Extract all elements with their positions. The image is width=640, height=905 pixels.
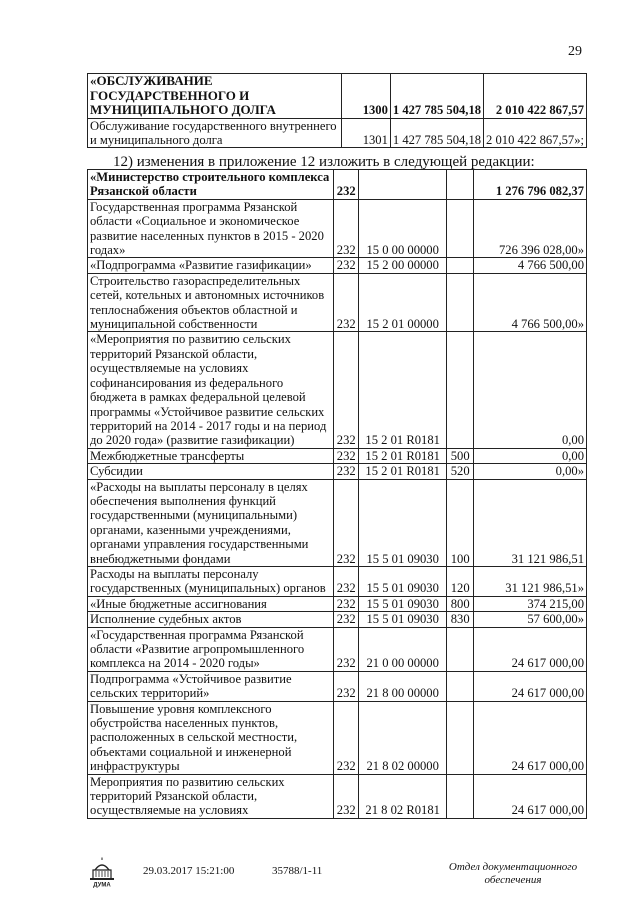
- row-name: «ОБСЛУЖИВАНИЕ ГОСУДАРСТВЕННОГО И МУНИЦИПАЛЬНОГО ДОЛГА: [88, 74, 342, 119]
- row-sum: 0,00: [474, 448, 587, 463]
- row-vr-code: 800: [447, 596, 474, 611]
- table-row: [88, 332, 587, 448]
- row-code: 1300: [341, 74, 390, 119]
- row-sum: 24 617 000,00: [474, 701, 587, 774]
- row-vr-code: [447, 273, 474, 332]
- page-number: 29: [568, 44, 582, 59]
- row-amount-1: 1 427 785 504,18: [390, 74, 483, 119]
- row-sum: 726 396 028,00»: [474, 199, 587, 258]
- row-sum: 31 121 986,51»: [474, 566, 587, 596]
- row-csr-code: 21 0 00 00000: [359, 627, 447, 671]
- duma-logo-icon: [86, 856, 118, 888]
- table-row: [88, 566, 587, 596]
- amendment-statement: 12) изменения в приложение 12 изложить в следующей редакции:: [113, 154, 535, 170]
- row-name: Строительство газораспределительных сетей, котельных и автономных источников теплоснабжения объектов областной и муниципальной собственности: [88, 273, 334, 332]
- row-vr-code: [447, 199, 474, 258]
- row-vr-code: 120: [447, 566, 474, 596]
- row-gr-code: 232: [334, 170, 359, 200]
- row-vr-code: 830: [447, 612, 474, 627]
- table-row: [88, 479, 587, 566]
- row-gr-code: 232: [334, 479, 359, 566]
- row-csr-code: 15 2 01 00000: [359, 273, 447, 332]
- row-csr-code: 15 2 01 R0181: [359, 448, 447, 463]
- row-amount-2: 2 010 422 867,57»;: [484, 118, 587, 148]
- row-csr-code: [359, 170, 447, 200]
- row-gr-code: 232: [334, 566, 359, 596]
- footer-doc-number: 35788/1-11: [272, 865, 323, 877]
- row-vr-code: 100: [447, 479, 474, 566]
- row-name: Межбюджетные трансферты: [88, 448, 334, 463]
- footer-datetime: 29.03.2017 15:21:00: [143, 865, 235, 877]
- row-vr-code: 500: [447, 448, 474, 463]
- row-sum: 4 766 500,00: [474, 258, 587, 273]
- row-gr-code: 232: [334, 671, 359, 701]
- table-row: [88, 258, 587, 273]
- row-amount-1: 1 427 785 504,18: [390, 118, 483, 148]
- footer-dept-line2: обеспечения: [484, 874, 542, 886]
- row-sum: 4 766 500,00»: [474, 273, 587, 332]
- row-csr-code: 15 5 01 09030: [359, 479, 447, 566]
- row-gr-code: 232: [334, 774, 359, 818]
- row-csr-code: 15 2 00 00000: [359, 258, 447, 273]
- row-name: Подпрограмма «Устойчивое развитие сельских территорий»: [88, 671, 334, 701]
- row-sum: 0,00: [474, 332, 587, 448]
- appendix-12-rows: [88, 170, 587, 819]
- row-gr-code: 232: [334, 701, 359, 774]
- table-row: [88, 774, 587, 818]
- table-row: [88, 170, 587, 200]
- table-row: [88, 74, 587, 119]
- table-row: [88, 612, 587, 627]
- row-name: Обслуживание государственного внутреннего и муниципального долга: [88, 118, 342, 148]
- row-sum: 24 617 000,00: [474, 774, 587, 818]
- row-sum: 31 121 986,51: [474, 479, 587, 566]
- row-name: «Расходы на выплаты персоналу в целях обеспечения выполнения функций государственными (муниципальными) органами, казенными учреждениями, органами управления государственными внебюджетными фондами: [88, 479, 334, 566]
- row-vr-code: [447, 774, 474, 818]
- row-gr-code: 232: [334, 596, 359, 611]
- row-vr-code: 520: [447, 464, 474, 479]
- row-csr-code: 21 8 00 00000: [359, 671, 447, 701]
- row-code: 1301: [341, 118, 390, 148]
- row-csr-code: 15 2 01 R0181: [359, 332, 447, 448]
- table-row: [88, 118, 587, 148]
- appendix-12-table: [87, 169, 587, 819]
- table-row: [88, 701, 587, 774]
- row-name: «Подпрограмма «Развитие газификации»: [88, 258, 334, 273]
- row-csr-code: 21 8 02 00000: [359, 701, 447, 774]
- table-row: [88, 199, 587, 258]
- table-row: [88, 448, 587, 463]
- row-gr-code: 232: [334, 464, 359, 479]
- row-sum: 374 215,00: [474, 596, 587, 611]
- row-gr-code: 232: [334, 448, 359, 463]
- table-row: [88, 464, 587, 479]
- row-csr-code: 15 5 01 09030: [359, 612, 447, 627]
- footer-department: [438, 861, 588, 887]
- row-vr-code: [447, 701, 474, 774]
- row-sum: 24 617 000,00: [474, 627, 587, 671]
- row-csr-code: 15 2 01 R0181: [359, 464, 447, 479]
- row-gr-code: 232: [334, 612, 359, 627]
- row-vr-code: [447, 671, 474, 701]
- row-name: Субсидии: [88, 464, 334, 479]
- row-sum: 57 600,00»: [474, 612, 587, 627]
- debt-service-table: [87, 73, 587, 148]
- row-name: Исполнение судебных актов: [88, 612, 334, 627]
- table-row: [88, 596, 587, 611]
- row-name: Расходы на выплаты персоналу государственных (муниципальных) органов: [88, 566, 334, 596]
- row-csr-code: 15 0 00 00000: [359, 199, 447, 258]
- row-name: «Мероприятия по развитию сельских территорий Рязанской области, осуществляемые на условиях софинансирования из федерального бюджета в рамках федеральной целевой программы «Устойчивое развитие сельских территорий на 2014 - 2017 годы и на период до 2020 года» (развитие газификации): [88, 332, 334, 448]
- row-name: «Министерство строительного комплекса Рязанской области: [88, 170, 334, 200]
- row-gr-code: 232: [334, 258, 359, 273]
- row-sum: 1 276 796 082,37: [474, 170, 587, 200]
- row-gr-code: 232: [334, 332, 359, 448]
- row-vr-code: [447, 627, 474, 671]
- table-row: [88, 273, 587, 332]
- logo-text: ДУМА: [93, 882, 111, 888]
- row-sum: 0,00»: [474, 464, 587, 479]
- row-gr-code: 232: [334, 627, 359, 671]
- table-row: [88, 627, 587, 671]
- row-name: «Иные бюджетные ассигнования: [88, 596, 334, 611]
- row-name: «Государственная программа Рязанской области «Развитие агропромышленного комплекса на 2014 - 2020 годы»: [88, 627, 334, 671]
- row-name: Государственная программа Рязанской области «Социальное и экономическое развитие населенных пунктов в 2015 - 2020 годах»: [88, 199, 334, 258]
- row-vr-code: [447, 170, 474, 200]
- row-name: Повышение уровня комплексного обустройства населенных пунктов, расположенных в сельской местности, объектами социальной и инженерной инфраструктуры: [88, 701, 334, 774]
- row-sum: 24 617 000,00: [474, 671, 587, 701]
- footer-dept-line1: Отдел документационного: [448, 861, 578, 873]
- row-gr-code: 232: [334, 199, 359, 258]
- row-csr-code: 15 5 01 09030: [359, 596, 447, 611]
- table-row: [88, 671, 587, 701]
- row-name: Мероприятия по развитию сельских территорий Рязанской области, осуществляемые на условиях: [88, 774, 334, 818]
- row-amount-2: 2 010 422 867,57: [484, 74, 587, 119]
- row-csr-code: 15 5 01 09030: [359, 566, 447, 596]
- row-csr-code: 21 8 02 R0181: [359, 774, 447, 818]
- row-vr-code: [447, 332, 474, 448]
- row-gr-code: 232: [334, 273, 359, 332]
- row-vr-code: [447, 258, 474, 273]
